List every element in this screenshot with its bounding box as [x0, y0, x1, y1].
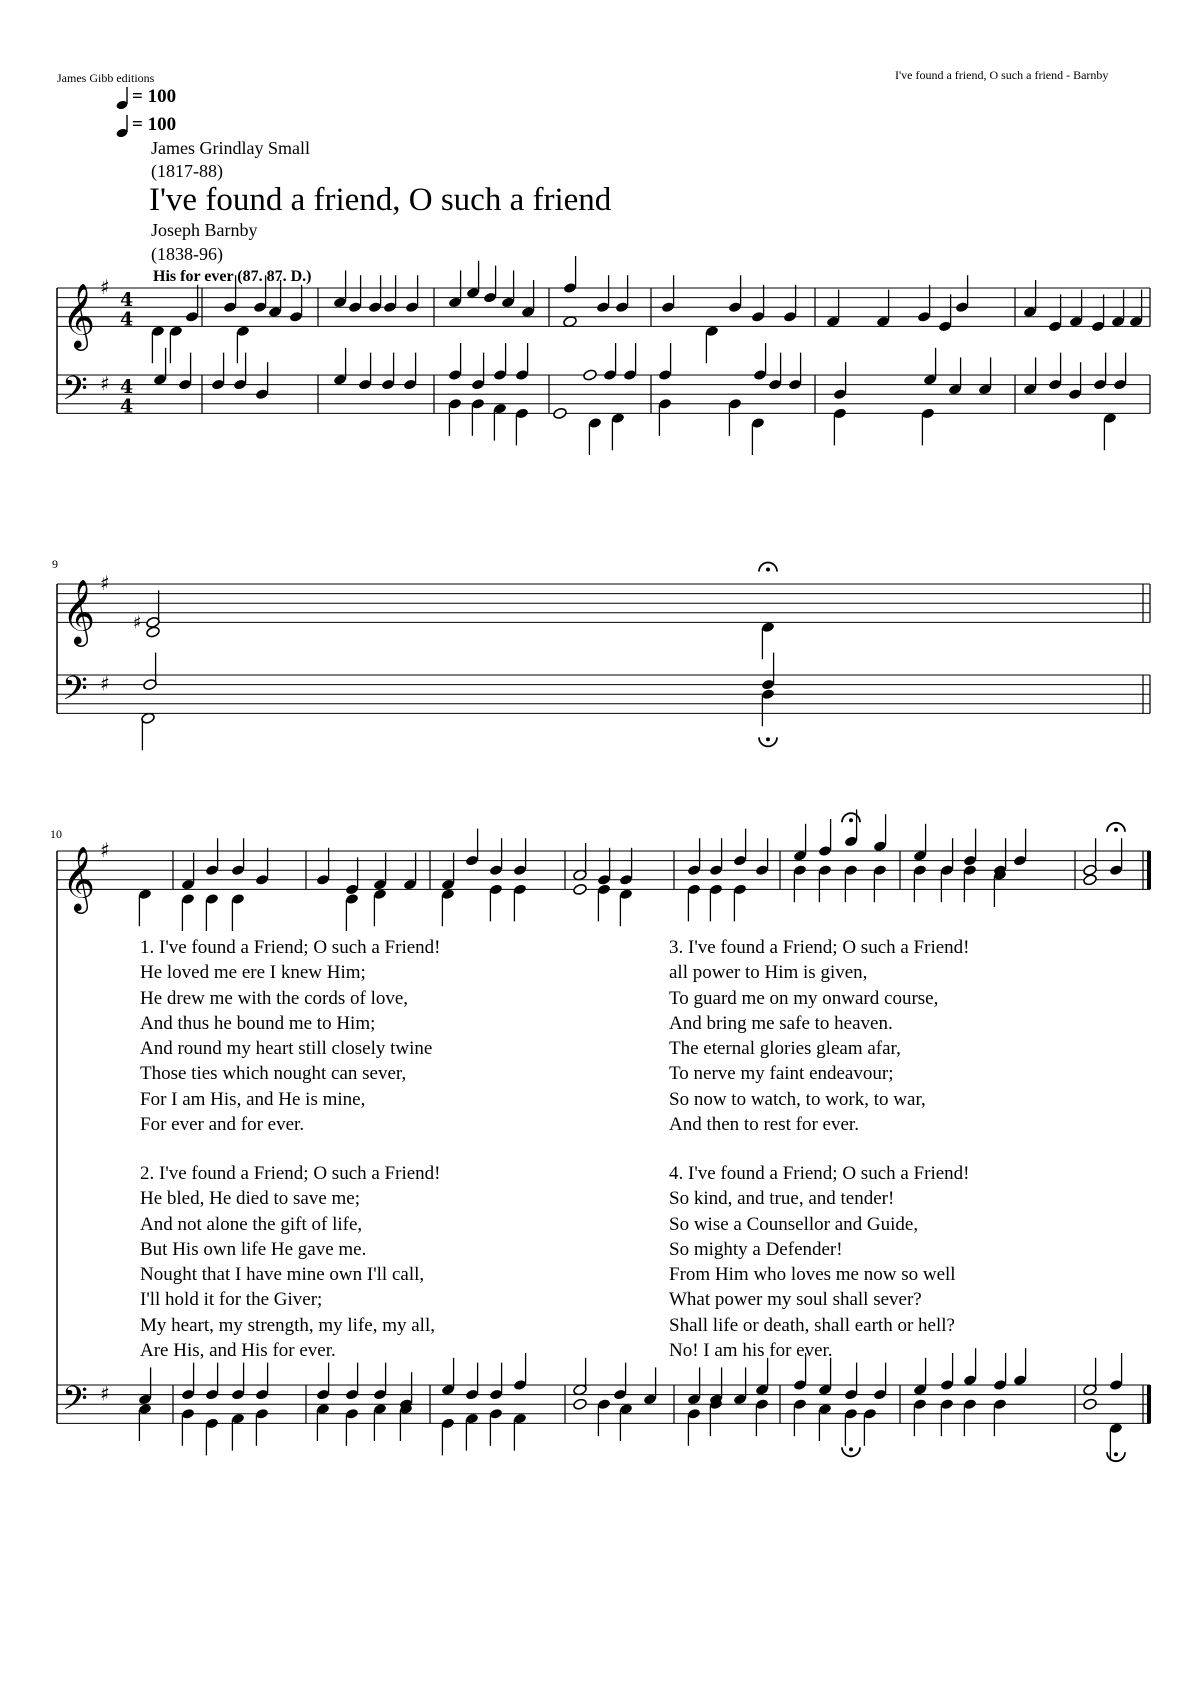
note	[818, 1358, 832, 1396]
note	[818, 1403, 832, 1441]
time-signature-top: 4	[120, 289, 134, 312]
note	[441, 888, 455, 926]
verse-line: What power my soul shall sever?	[669, 1289, 922, 1311]
note	[818, 864, 832, 902]
tempo-text: = 100	[132, 86, 177, 107]
note	[573, 1358, 588, 1396]
note	[619, 888, 633, 926]
note	[1113, 353, 1127, 391]
verse-line: And not alone the gift of life,	[140, 1213, 363, 1235]
note	[205, 1417, 219, 1455]
note	[146, 590, 161, 628]
note	[146, 626, 161, 638]
note	[1093, 353, 1107, 391]
verse-line: So kind, and true, and tender!	[669, 1188, 895, 1210]
note	[728, 398, 742, 436]
note	[1111, 290, 1125, 328]
note	[1013, 1348, 1027, 1386]
verse-line: Shall life or death, shall earth or hell?	[669, 1314, 955, 1336]
note	[728, 275, 742, 313]
note	[619, 1403, 633, 1441]
note	[733, 1367, 747, 1405]
verse-1	[140, 935, 441, 1137]
verse-line: He bled, He died to save me;	[140, 1188, 361, 1210]
note	[493, 403, 507, 441]
note	[515, 407, 529, 445]
composer-name: Joseph Barnby	[151, 220, 258, 240]
note	[513, 1353, 527, 1391]
note	[751, 417, 765, 455]
note	[231, 838, 245, 876]
notehead	[583, 369, 598, 381]
note	[141, 712, 156, 750]
note	[233, 353, 247, 391]
note	[611, 412, 625, 450]
note	[573, 883, 588, 895]
fermata-icon	[759, 563, 777, 572]
note	[1129, 290, 1143, 328]
note	[333, 348, 347, 386]
note	[255, 1363, 269, 1401]
key-sharp-icon: ♯	[100, 1381, 110, 1406]
note	[913, 1398, 927, 1436]
note	[709, 1398, 723, 1436]
note	[687, 1367, 701, 1405]
note	[1109, 1353, 1123, 1391]
note	[448, 398, 462, 436]
notehead	[1083, 1398, 1098, 1410]
note	[993, 1398, 1007, 1436]
note	[143, 653, 158, 691]
note	[1023, 357, 1037, 395]
note	[793, 824, 807, 862]
note	[501, 270, 515, 308]
note	[345, 1363, 359, 1401]
note	[345, 893, 359, 931]
note	[448, 270, 462, 308]
note	[153, 348, 167, 386]
note	[963, 864, 977, 902]
note	[788, 353, 802, 391]
note	[1069, 290, 1083, 328]
note	[793, 864, 807, 902]
note	[231, 893, 245, 931]
verse-line: all power to Him is given,	[669, 962, 868, 984]
note	[138, 888, 152, 926]
note	[205, 1363, 219, 1401]
verse-line: 3. I've found a Friend; O such a Friend!	[669, 937, 970, 958]
verse-line: So wise a Counsellor and Guide,	[669, 1213, 919, 1235]
notehead	[573, 883, 588, 895]
verse-line: 4. I've found a Friend; O such a Friend!	[669, 1163, 970, 1184]
note	[205, 893, 219, 931]
note	[553, 407, 568, 419]
note	[658, 398, 672, 436]
verse-line: Nought that I have mine own I'll call,	[140, 1264, 425, 1286]
note	[1023, 280, 1037, 318]
note	[873, 814, 887, 852]
note	[399, 1372, 413, 1410]
note	[1048, 294, 1062, 332]
note	[753, 343, 767, 381]
note	[687, 1408, 701, 1446]
note	[223, 275, 237, 313]
note	[993, 869, 1007, 907]
tune-name: His for ever (87. 87. D.)	[153, 268, 312, 285]
note	[181, 1408, 195, 1446]
verse-line: To nerve my faint endeavour;	[669, 1063, 894, 1085]
note	[613, 1363, 627, 1401]
key-sharp-icon: ♯	[100, 275, 110, 299]
note	[963, 829, 977, 867]
note	[289, 285, 303, 323]
note	[643, 1367, 657, 1405]
lyricist-dates: (1817-88)	[151, 161, 223, 181]
note	[833, 362, 847, 400]
note	[948, 357, 962, 395]
note	[181, 1363, 195, 1401]
note	[917, 285, 931, 323]
note	[844, 864, 858, 902]
note	[515, 343, 529, 381]
verse-line: Those ties which nought can sever,	[140, 1063, 407, 1085]
note	[231, 1413, 245, 1451]
note	[761, 688, 775, 726]
note	[373, 1363, 387, 1401]
fermata-icon	[842, 1447, 860, 1456]
verse-2	[140, 1161, 441, 1363]
note	[615, 275, 629, 313]
key-sharp-icon: ♯	[100, 571, 110, 595]
note	[255, 1408, 269, 1446]
note	[603, 343, 617, 381]
note	[583, 369, 598, 381]
verse-line: And thus he bound me to Him;	[140, 1012, 376, 1034]
notehead	[146, 626, 161, 638]
note	[368, 275, 382, 313]
note	[441, 1417, 455, 1455]
verse-line: For ever and for ever.	[140, 1114, 305, 1136]
note	[373, 853, 387, 891]
note	[405, 275, 419, 313]
note	[938, 294, 952, 332]
note	[236, 325, 250, 363]
notehead	[553, 407, 568, 419]
note	[441, 1358, 455, 1396]
note	[1068, 362, 1082, 400]
header-right: I've found a friend, O such a friend - Barnby	[895, 68, 1109, 82]
note	[316, 848, 330, 886]
note	[471, 353, 485, 391]
note	[913, 1358, 927, 1396]
note	[709, 838, 723, 876]
note	[768, 353, 782, 391]
note	[1091, 294, 1105, 332]
note	[1103, 412, 1117, 450]
note	[863, 1408, 877, 1446]
note	[623, 343, 637, 381]
note	[993, 838, 1007, 876]
note	[181, 893, 195, 931]
verse-line: So mighty a Defender!	[669, 1238, 843, 1260]
note	[465, 1363, 479, 1401]
verse-line: And bring me safe to heaven.	[669, 1012, 893, 1034]
page-title: I've found a friend, O such a friend	[149, 182, 612, 218]
note	[181, 853, 195, 891]
time-signature-top: 4	[120, 376, 134, 399]
verse-line: Are His, and His for ever.	[140, 1340, 336, 1362]
note	[253, 275, 267, 313]
time-signature-bottom: 4	[120, 308, 134, 331]
notehead	[1083, 874, 1098, 886]
note	[661, 275, 675, 313]
note	[709, 883, 723, 921]
note	[493, 343, 507, 381]
note	[619, 848, 633, 886]
note	[783, 285, 797, 323]
note	[345, 1408, 359, 1446]
note	[751, 285, 765, 323]
note	[1013, 829, 1027, 867]
note	[373, 1403, 387, 1441]
fermata-icon	[1107, 823, 1125, 832]
note	[793, 1398, 807, 1436]
note	[826, 290, 840, 328]
notehead	[573, 1398, 588, 1410]
note	[255, 362, 269, 400]
note	[597, 1398, 611, 1436]
verse-line: For I am His, and He is mine,	[140, 1088, 366, 1110]
note	[465, 829, 479, 867]
note	[733, 883, 747, 921]
note	[993, 1353, 1007, 1391]
note	[333, 270, 347, 308]
note	[513, 1413, 527, 1451]
note	[940, 1398, 954, 1436]
fermata-icon	[1107, 1452, 1125, 1461]
note	[573, 843, 588, 881]
accidental-sharp-icon: ♯	[133, 612, 142, 634]
note	[255, 848, 269, 886]
note	[345, 857, 359, 895]
verse-line: He loved me ere I knew Him;	[140, 962, 366, 984]
verse-line: But His own life He gave me.	[140, 1238, 367, 1260]
verse-line: So now to watch, to work, to war,	[669, 1088, 926, 1110]
key-sharp-icon: ♯	[100, 671, 110, 696]
note	[513, 838, 527, 876]
note	[489, 838, 503, 876]
note	[358, 353, 372, 391]
note	[381, 353, 395, 391]
note	[178, 353, 192, 391]
note	[913, 824, 927, 862]
note	[489, 1363, 503, 1401]
note	[403, 353, 417, 391]
fermata-icon	[759, 737, 777, 746]
note	[597, 848, 611, 886]
note	[913, 864, 927, 902]
note	[138, 1403, 152, 1441]
verse-3	[669, 935, 970, 1137]
verse-line: To guard me on my onward course,	[669, 987, 939, 1009]
note	[709, 1367, 723, 1405]
note	[383, 275, 397, 313]
measure-number-10: 10	[50, 827, 62, 841]
note	[963, 1398, 977, 1436]
measure-number-9: 9	[52, 557, 58, 571]
note	[755, 838, 769, 876]
fermata-icon	[842, 813, 860, 822]
note	[465, 1413, 479, 1451]
note	[316, 1403, 330, 1441]
treble-clef-icon: 𝄞	[62, 579, 96, 645]
time-signature-bottom: 4	[120, 395, 134, 418]
note	[211, 353, 225, 391]
key-sharp-icon: ♯	[100, 838, 110, 862]
note	[471, 398, 485, 436]
note	[138, 1367, 152, 1405]
lyricist-name: James Grindlay Small	[151, 138, 310, 158]
note	[876, 290, 890, 328]
treble-clef-icon: 𝄞	[62, 283, 96, 349]
verse-line: And then to rest for ever.	[669, 1114, 859, 1136]
note	[466, 261, 480, 299]
note	[573, 1398, 588, 1410]
note	[151, 325, 165, 363]
verse-line: 2. I've found a Friend; O such a Friend!	[140, 1163, 441, 1184]
note	[1109, 838, 1123, 876]
note	[441, 853, 455, 891]
key-sharp-icon: ♯	[100, 371, 110, 396]
note	[687, 838, 701, 876]
verse-line: From Him who loves me now so well	[669, 1264, 956, 1286]
note	[448, 343, 462, 381]
note	[521, 280, 535, 318]
note	[844, 1408, 858, 1446]
note	[373, 888, 387, 926]
note	[205, 838, 219, 876]
note	[348, 275, 362, 313]
note	[563, 256, 577, 294]
note	[687, 883, 701, 921]
note	[316, 1363, 330, 1401]
note	[921, 407, 935, 445]
bass-clef-icon: 𝄢	[62, 369, 88, 416]
verse-line: My heart, my strength, my life, my all,	[140, 1314, 435, 1336]
note	[923, 348, 937, 386]
note	[873, 1363, 887, 1401]
composer-dates: (1838-96)	[151, 244, 223, 264]
verse-line: I'll hold it for the Giver;	[140, 1289, 323, 1311]
note	[755, 1358, 769, 1396]
bass-clef-icon: 𝄢	[62, 669, 88, 716]
note	[978, 357, 992, 395]
note	[489, 1408, 503, 1446]
treble-clef-icon: 𝄞	[62, 846, 96, 912]
note	[399, 1403, 413, 1441]
note	[403, 853, 417, 891]
note	[185, 285, 199, 323]
note	[844, 1363, 858, 1401]
note	[1048, 353, 1062, 391]
note	[705, 325, 719, 363]
note	[489, 883, 503, 921]
note	[231, 1363, 245, 1401]
note	[833, 407, 847, 445]
note	[597, 883, 611, 921]
note	[513, 883, 527, 921]
note	[1083, 1398, 1098, 1410]
verse-line: He drew me with the cords of love,	[140, 987, 409, 1009]
header-left: James Gibb editions	[57, 71, 155, 85]
note	[483, 266, 497, 304]
note	[873, 864, 887, 902]
note	[658, 343, 672, 381]
verse-line: And round my heart still closely twine	[140, 1038, 433, 1060]
note	[818, 819, 832, 857]
note	[955, 275, 969, 313]
verse-line: No! I am his for ever.	[669, 1340, 833, 1362]
note	[1083, 1358, 1098, 1396]
note	[596, 275, 610, 313]
verse-line: 1. I've found a Friend; O such a Friend!	[140, 937, 441, 958]
note	[733, 829, 747, 867]
note	[1083, 838, 1098, 876]
note	[588, 417, 602, 455]
bass-clef-icon: 𝄢	[62, 1379, 88, 1426]
note	[940, 864, 954, 902]
note	[268, 280, 282, 318]
tempo-text: = 100	[132, 114, 177, 135]
note	[755, 1398, 769, 1436]
verse-line: The eternal glories gleam afar,	[669, 1038, 901, 1060]
verse-4	[669, 1161, 970, 1363]
note	[169, 325, 183, 363]
note	[1083, 874, 1098, 886]
